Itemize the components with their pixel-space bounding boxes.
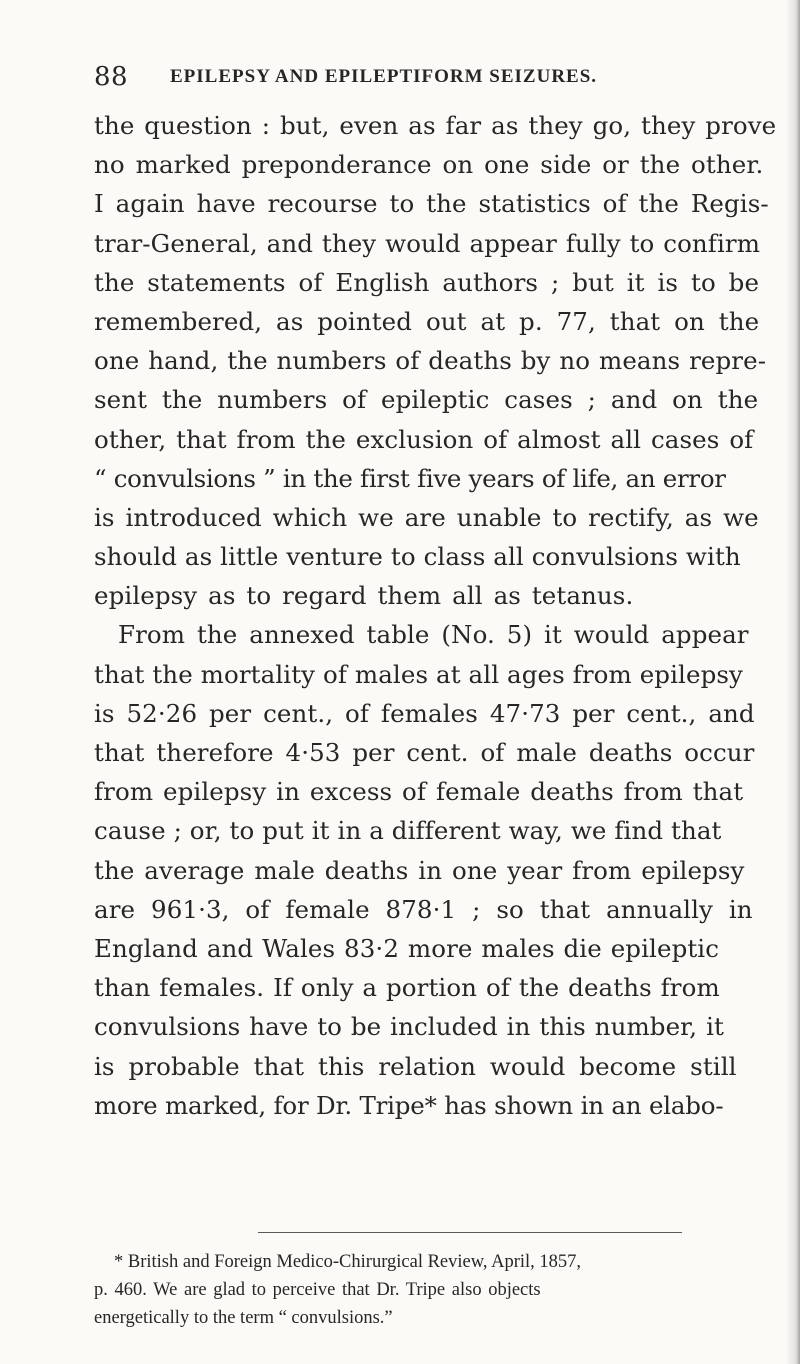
body-line: epilepsy as to regard them all as tetanus. <box>94 581 634 611</box>
body-line: than females. If only a portion of the deaths from <box>94 973 720 1003</box>
footnote <box>94 1248 754 1332</box>
body-line: cause ; or, to put it in a different way, we find that <box>94 816 722 846</box>
footnote-line: p. 460. We are glad to perceive that Dr. Tripe also objects <box>94 1280 541 1300</box>
running-head: EPILEPSY AND EPILEPTIFORM SEIZURES. <box>170 66 598 87</box>
body-line: more marked, for Dr. Tripe* has shown in an elabo- <box>94 1090 724 1120</box>
body-text <box>94 106 777 1125</box>
body-line: that therefore 4·53 per cent. of male deaths occur <box>94 738 755 767</box>
body-line: is 52·26 per cent., of females 47·73 per cent., and <box>94 698 755 728</box>
body-line: from epilepsy in excess of female deaths from that <box>94 777 744 807</box>
page-header <box>94 62 760 94</box>
body-line: are 961·3, of female 878·1 ; so that annually in <box>94 894 753 924</box>
body-line: convulsions have to be included in this number, it <box>94 1012 724 1042</box>
body-line: trar-General, and they would appear fully to confirm <box>94 228 761 258</box>
body-line: no marked preponderance on one side or the other. <box>94 150 764 180</box>
body-line: the statements of English authors ; but it is to be <box>94 267 760 297</box>
body-line: the average male deaths in one year from epilepsy <box>94 855 745 885</box>
footnote-line: * British and Foreign Medico-Chirurgical Review, April, 1857, <box>114 1252 582 1272</box>
body-line: I again have recourse to the statistics of the Regis- <box>94 189 769 219</box>
body-line: one hand, the numbers of deaths by no means repre- <box>94 346 767 376</box>
body-line: that the mortality of males at all ages from epilepsy <box>94 659 743 689</box>
body-line: remembered, as pointed out at p. 77, that on the <box>94 306 760 336</box>
body-line: sent the numbers of epileptic cases ; and on the <box>94 385 759 415</box>
page-edge-shadow <box>786 0 800 1364</box>
page-number: 88 <box>94 62 129 92</box>
body-line: the question : but, even as far as they go, they prove <box>94 111 777 140</box>
footnote-line: energetically to the term “ convulsions.” <box>94 1308 393 1328</box>
body-line: is probable that this relation would become still <box>94 1051 737 1081</box>
body-line: is introduced which we are unable to rectify, as we <box>94 502 759 532</box>
body-line: should as little venture to class all convulsions with <box>94 542 741 572</box>
body-line: “ convulsions ” in the first five years of life, an error <box>94 463 726 493</box>
body-line: England and Wales 83·2 more males die epileptic <box>94 933 720 963</box>
body-line: other, that from the exclusion of almost all cases of <box>94 424 754 454</box>
footnote-divider <box>258 1232 682 1233</box>
body-line: From the annexed table (No. 5) it would appear <box>118 620 749 650</box>
